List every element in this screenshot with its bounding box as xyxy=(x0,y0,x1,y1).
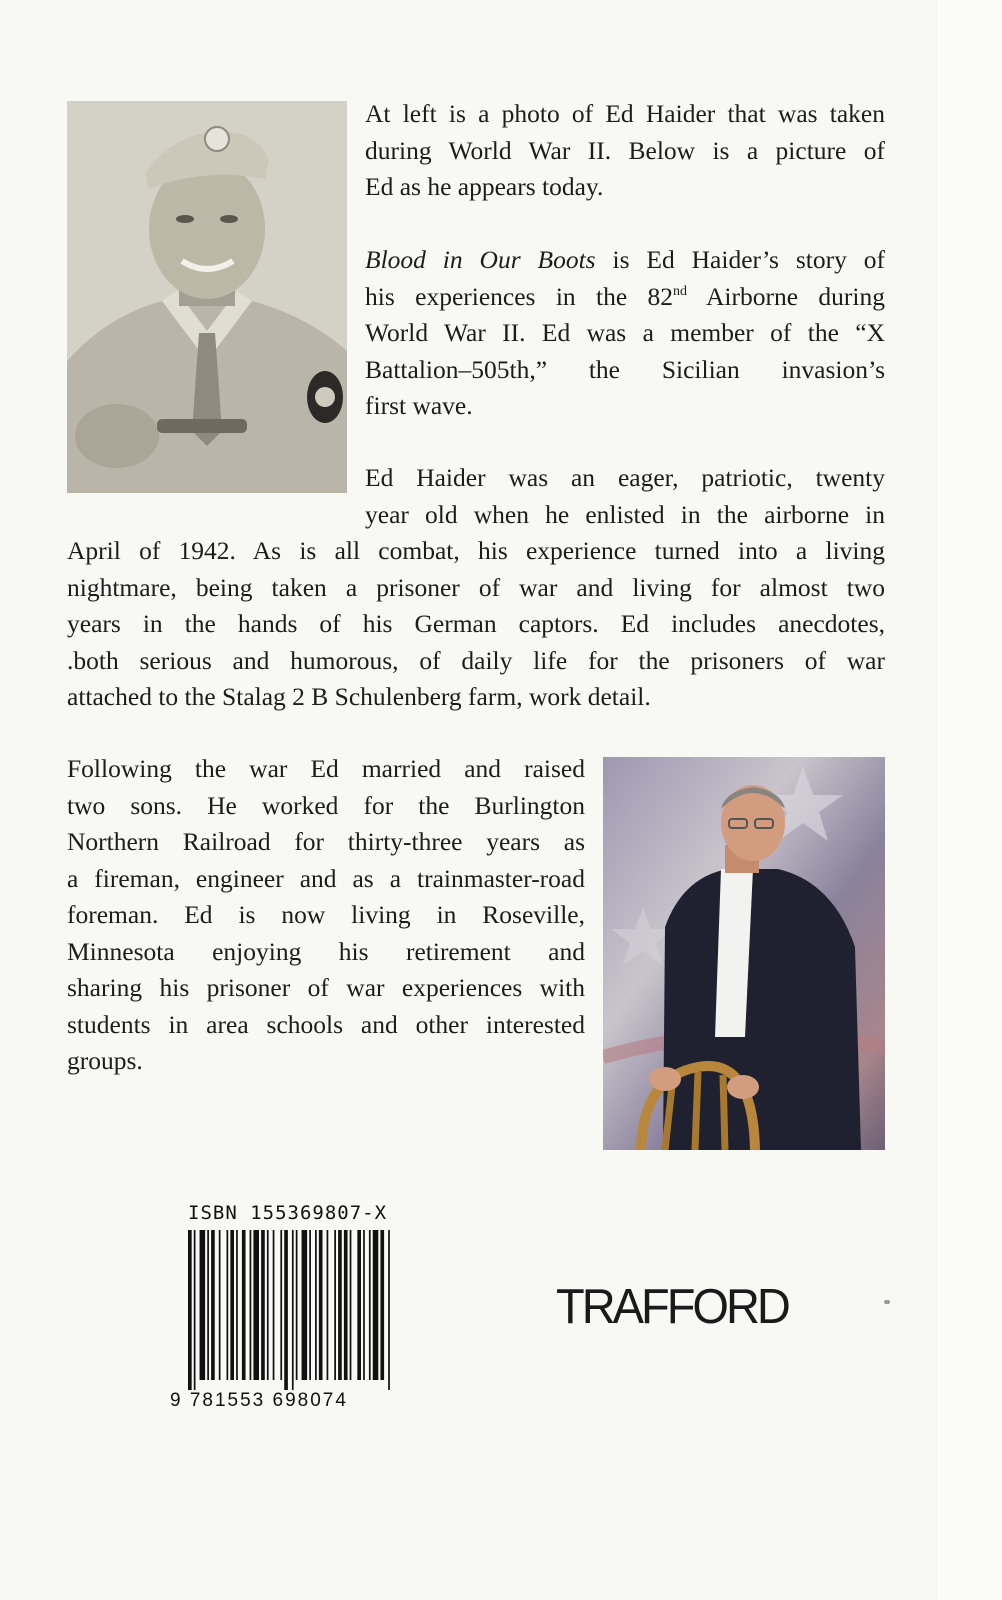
description-line-5: first wave. xyxy=(365,391,473,420)
barcode-bar xyxy=(267,1230,269,1380)
enlistment-paragraph-body xyxy=(67,533,885,716)
postwar-line-3: Northern Railroad for thirty-three years as xyxy=(67,827,585,856)
barcode-bar xyxy=(284,1230,288,1390)
isbn-barcode xyxy=(170,1202,392,1417)
postwar-line-6: Minnesota enjoying his retirement and xyxy=(67,936,585,966)
intro-line-3: Ed as he appears today. xyxy=(365,172,604,201)
print-speck xyxy=(884,1300,890,1304)
barcode-bar xyxy=(211,1230,215,1380)
barcode-bar xyxy=(380,1230,384,1380)
postwar-paragraph xyxy=(67,751,585,1080)
barcode-bar xyxy=(194,1230,196,1390)
wwii-portrait-illustration xyxy=(67,101,347,493)
intro-paragraph xyxy=(365,96,885,206)
barcode-bars xyxy=(188,1230,392,1390)
current-portrait-illustration xyxy=(603,757,885,1150)
barcode-bar xyxy=(292,1230,294,1390)
barcode-bar xyxy=(350,1230,352,1380)
publisher-logo: TRAFFORD xyxy=(556,1277,788,1334)
current-portrait-photo xyxy=(603,757,885,1150)
postwar-line-8: students in area schools and other interested xyxy=(67,1009,585,1039)
barcode-bar xyxy=(319,1230,323,1380)
barcode-bar xyxy=(242,1230,246,1380)
description-line-1-text: is Ed Haider’s story of xyxy=(595,245,885,274)
barcode-bar xyxy=(230,1230,234,1380)
enlistment-line-2: year old when he enlisted in the airborne in xyxy=(365,499,885,529)
barcode-bar xyxy=(207,1230,209,1380)
barcode-bar xyxy=(315,1230,317,1380)
intro-line-2: during World War II. Below is a picture of xyxy=(365,135,885,165)
enlistment-line-3: April of 1942. As is all combat, his experience turned into a living xyxy=(67,536,885,565)
book-description-paragraph xyxy=(365,242,885,425)
barcode-bar xyxy=(261,1230,265,1380)
postwar-line-5: foreman. Ed is now living in Roseville, xyxy=(67,900,585,929)
enlistment-paragraph-top xyxy=(365,460,885,533)
barcode-bar xyxy=(373,1230,379,1380)
barcode-bar xyxy=(250,1230,252,1380)
isbn-label: ISBN 155369807-X xyxy=(188,1202,388,1224)
postwar-line-2: two sons. He worked for the Burlington xyxy=(67,790,585,820)
barcode-bar xyxy=(334,1230,336,1380)
barcode-bar xyxy=(273,1230,275,1380)
barcode-bar xyxy=(253,1230,259,1380)
intro-line-1: At left is a photo of Ed Haider that was taken xyxy=(365,99,885,128)
book-title: Blood in Our Boots xyxy=(365,245,596,274)
barcode-bar xyxy=(302,1230,308,1380)
postwar-line-9: groups. xyxy=(67,1046,143,1075)
barcode-bar xyxy=(388,1230,390,1390)
barcode-bar xyxy=(200,1230,206,1380)
wwii-portrait-photo xyxy=(67,101,347,493)
barcode-bar xyxy=(344,1230,348,1380)
enlistment-line-5: years in the hands of his German captors. Ed includes anecdotes, xyxy=(67,609,885,638)
barcode-bar xyxy=(309,1230,311,1380)
description-line-4: Battalion–505th,” the Sicilian invasion’s xyxy=(365,354,885,384)
postwar-line-4: a fireman, engineer and as a trainmaster-road xyxy=(67,863,585,893)
description-line-2-pre: his experiences in the 82 xyxy=(365,281,674,311)
enlistment-line-4: nightmare, being taken a prisoner of war and living for almost two xyxy=(67,572,885,602)
barcode-bar xyxy=(236,1230,238,1380)
postwar-line-7: sharing his prisoner of war experiences with xyxy=(67,973,585,1002)
barcode-bar xyxy=(226,1230,228,1380)
barcode-bar xyxy=(363,1230,365,1380)
description-line-1 xyxy=(365,242,885,279)
barcode-digits: 9 781553 698074 xyxy=(170,1390,348,1411)
description-line-2 xyxy=(365,279,885,316)
barcode-bar xyxy=(369,1230,371,1380)
barcode-bar xyxy=(219,1230,221,1380)
barcode-bar xyxy=(280,1230,282,1380)
barcode-bar xyxy=(357,1230,361,1380)
postwar-line-1: Following the war Ed married and raised xyxy=(67,754,585,783)
enlistment-line-7: attached to the Stalag 2 B Schulenberg farm, work detail. xyxy=(67,682,651,711)
ordinal-superscript: nd xyxy=(673,283,688,299)
barcode-bar xyxy=(327,1230,329,1380)
description-line-2-post: Airborne during xyxy=(687,281,885,311)
barcode-bar xyxy=(338,1230,342,1380)
barcode-bar xyxy=(188,1230,192,1390)
enlistment-line-6: .both serious and humorous, of daily life for the prisoners of war xyxy=(67,645,885,675)
description-line-3: World War II. Ed was a member of the “X xyxy=(365,318,885,347)
enlistment-line-1: Ed Haider was an eager, patriotic, twenty xyxy=(365,463,885,492)
barcode-bar xyxy=(296,1230,298,1380)
